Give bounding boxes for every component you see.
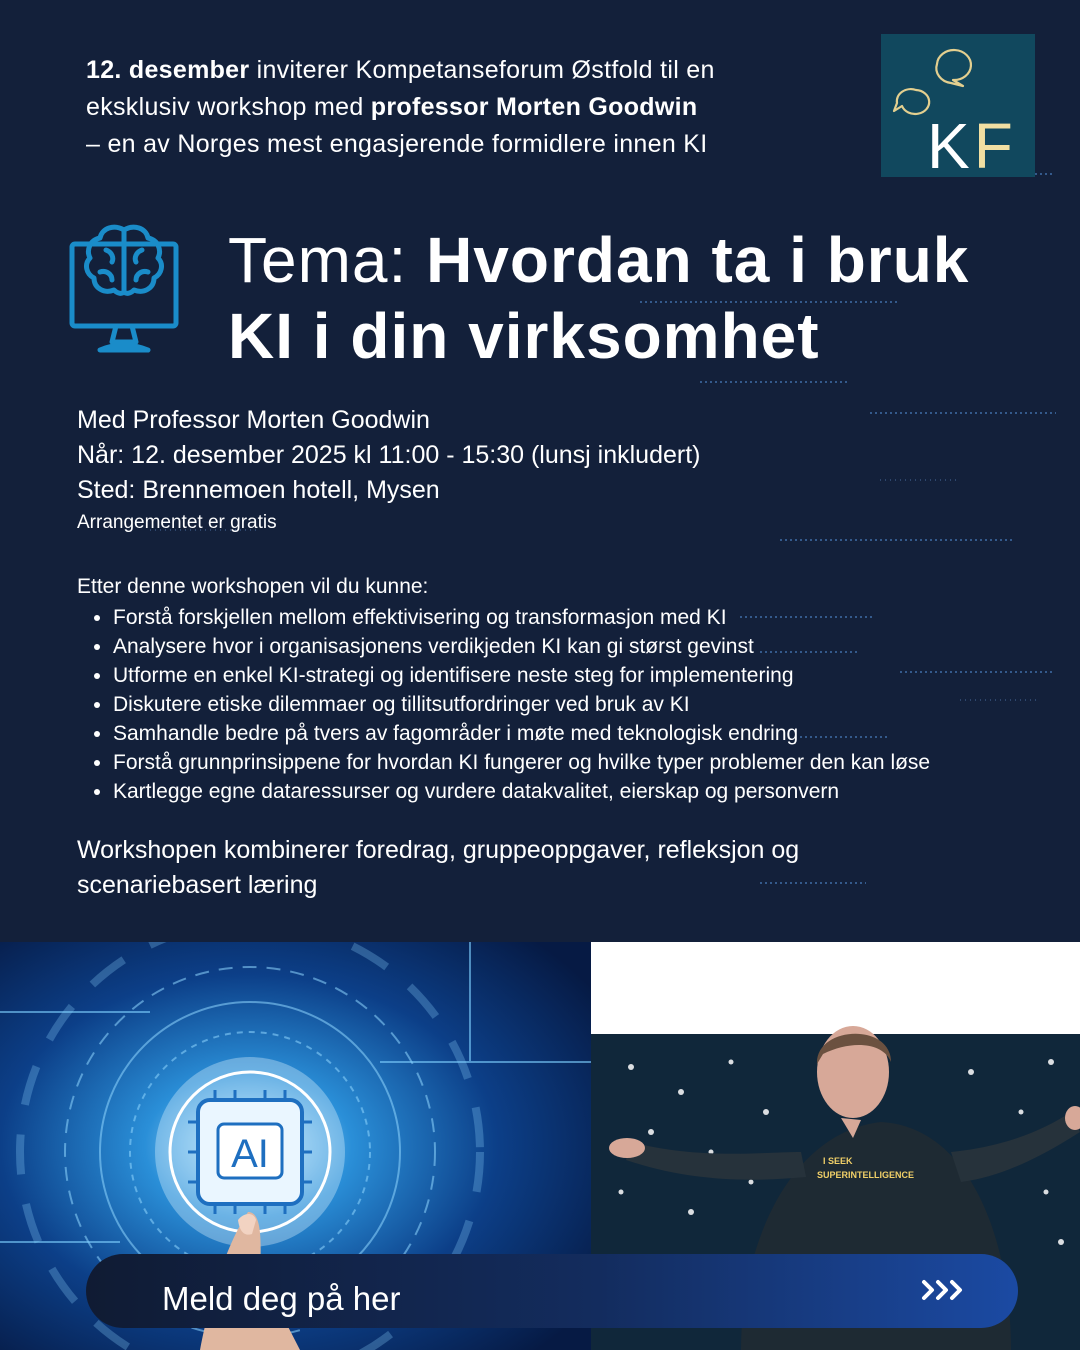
list-item: • Samhandle bedre på tvers av fagområder i møte med teknologisk endring bbox=[113, 719, 1057, 748]
ai-chip-label: AI bbox=[231, 1132, 269, 1176]
outcomes-intro: Etter denne workshopen vil du kunne: bbox=[77, 575, 429, 598]
detail-where: Sted: Brennemoen hotell, Mysen bbox=[77, 476, 440, 504]
outcomes-list bbox=[77, 603, 1057, 806]
intro-speaker: professor Morten Goodwin bbox=[370, 93, 698, 121]
signup-button[interactable] bbox=[86, 1254, 1018, 1328]
page-title bbox=[228, 222, 1048, 374]
signup-button-label: Meld deg på her bbox=[162, 1280, 401, 1317]
detail-speaker: Med Professor Morten Goodwin bbox=[77, 406, 430, 434]
shirt-text-line-2: SUPERINTELLIGENCE bbox=[817, 1170, 915, 1180]
brain-monitor-icon bbox=[66, 220, 182, 356]
detail-price: Arrangementet er gratis bbox=[77, 512, 277, 533]
title-emphasis: Hvordan ta i bruk KI i din virksomhet bbox=[228, 224, 970, 372]
logo-letter-k: K bbox=[927, 110, 974, 182]
kompetanseforum-logo bbox=[881, 34, 1035, 182]
intro-text bbox=[86, 52, 806, 163]
detail-when: Når: 12. desember 2025 kl 11:00 - 15:30 (lunsj inkludert) bbox=[77, 441, 701, 469]
learning-outcomes bbox=[77, 573, 1057, 806]
logo-letters bbox=[927, 110, 1017, 182]
list-item: • Kartlegge egne dataressurser og vurdere datakvalitet, eierskap og personvern bbox=[113, 777, 1057, 806]
shirt-text-line-1: I SEEK bbox=[823, 1156, 853, 1166]
logo-letter-f: F bbox=[973, 110, 1017, 182]
event-details bbox=[77, 403, 977, 536]
title-prefix: Tema: bbox=[228, 224, 427, 296]
triple-chevron-right-icon bbox=[920, 1268, 968, 1312]
list-item: • Utforme en enkel KI-strategi og identifisere neste steg for implementering bbox=[113, 661, 1057, 690]
list-item: • Forstå grunnprinsippene for hvordan KI fungerer og hvilke typer problemer den kan løse bbox=[113, 748, 1057, 777]
intro-text-part-2: – en av Norges mest engasjerende formidlere innen KI bbox=[86, 130, 708, 158]
intro-text-part-1: inviterer Kompetanseforum Østfold til en eksklusiv workshop med bbox=[86, 56, 715, 121]
list-item: • Diskutere etiske dilemmaer og tillitsutfordringer ved bruk av KI bbox=[113, 690, 1057, 719]
list-item: • Forstå forskjellen mellom effektivisering og transformasjon med KI bbox=[113, 603, 1057, 632]
workshop-summary: Workshopen kombinerer foredrag, gruppeoppgaver, refleksjon og scenariebasert læring bbox=[77, 836, 800, 899]
list-item: • Analysere hvor i organisasjonens verdikjeden KI kan gi størst gevinst bbox=[113, 632, 1057, 661]
intro-date: 12. desember bbox=[86, 56, 250, 84]
